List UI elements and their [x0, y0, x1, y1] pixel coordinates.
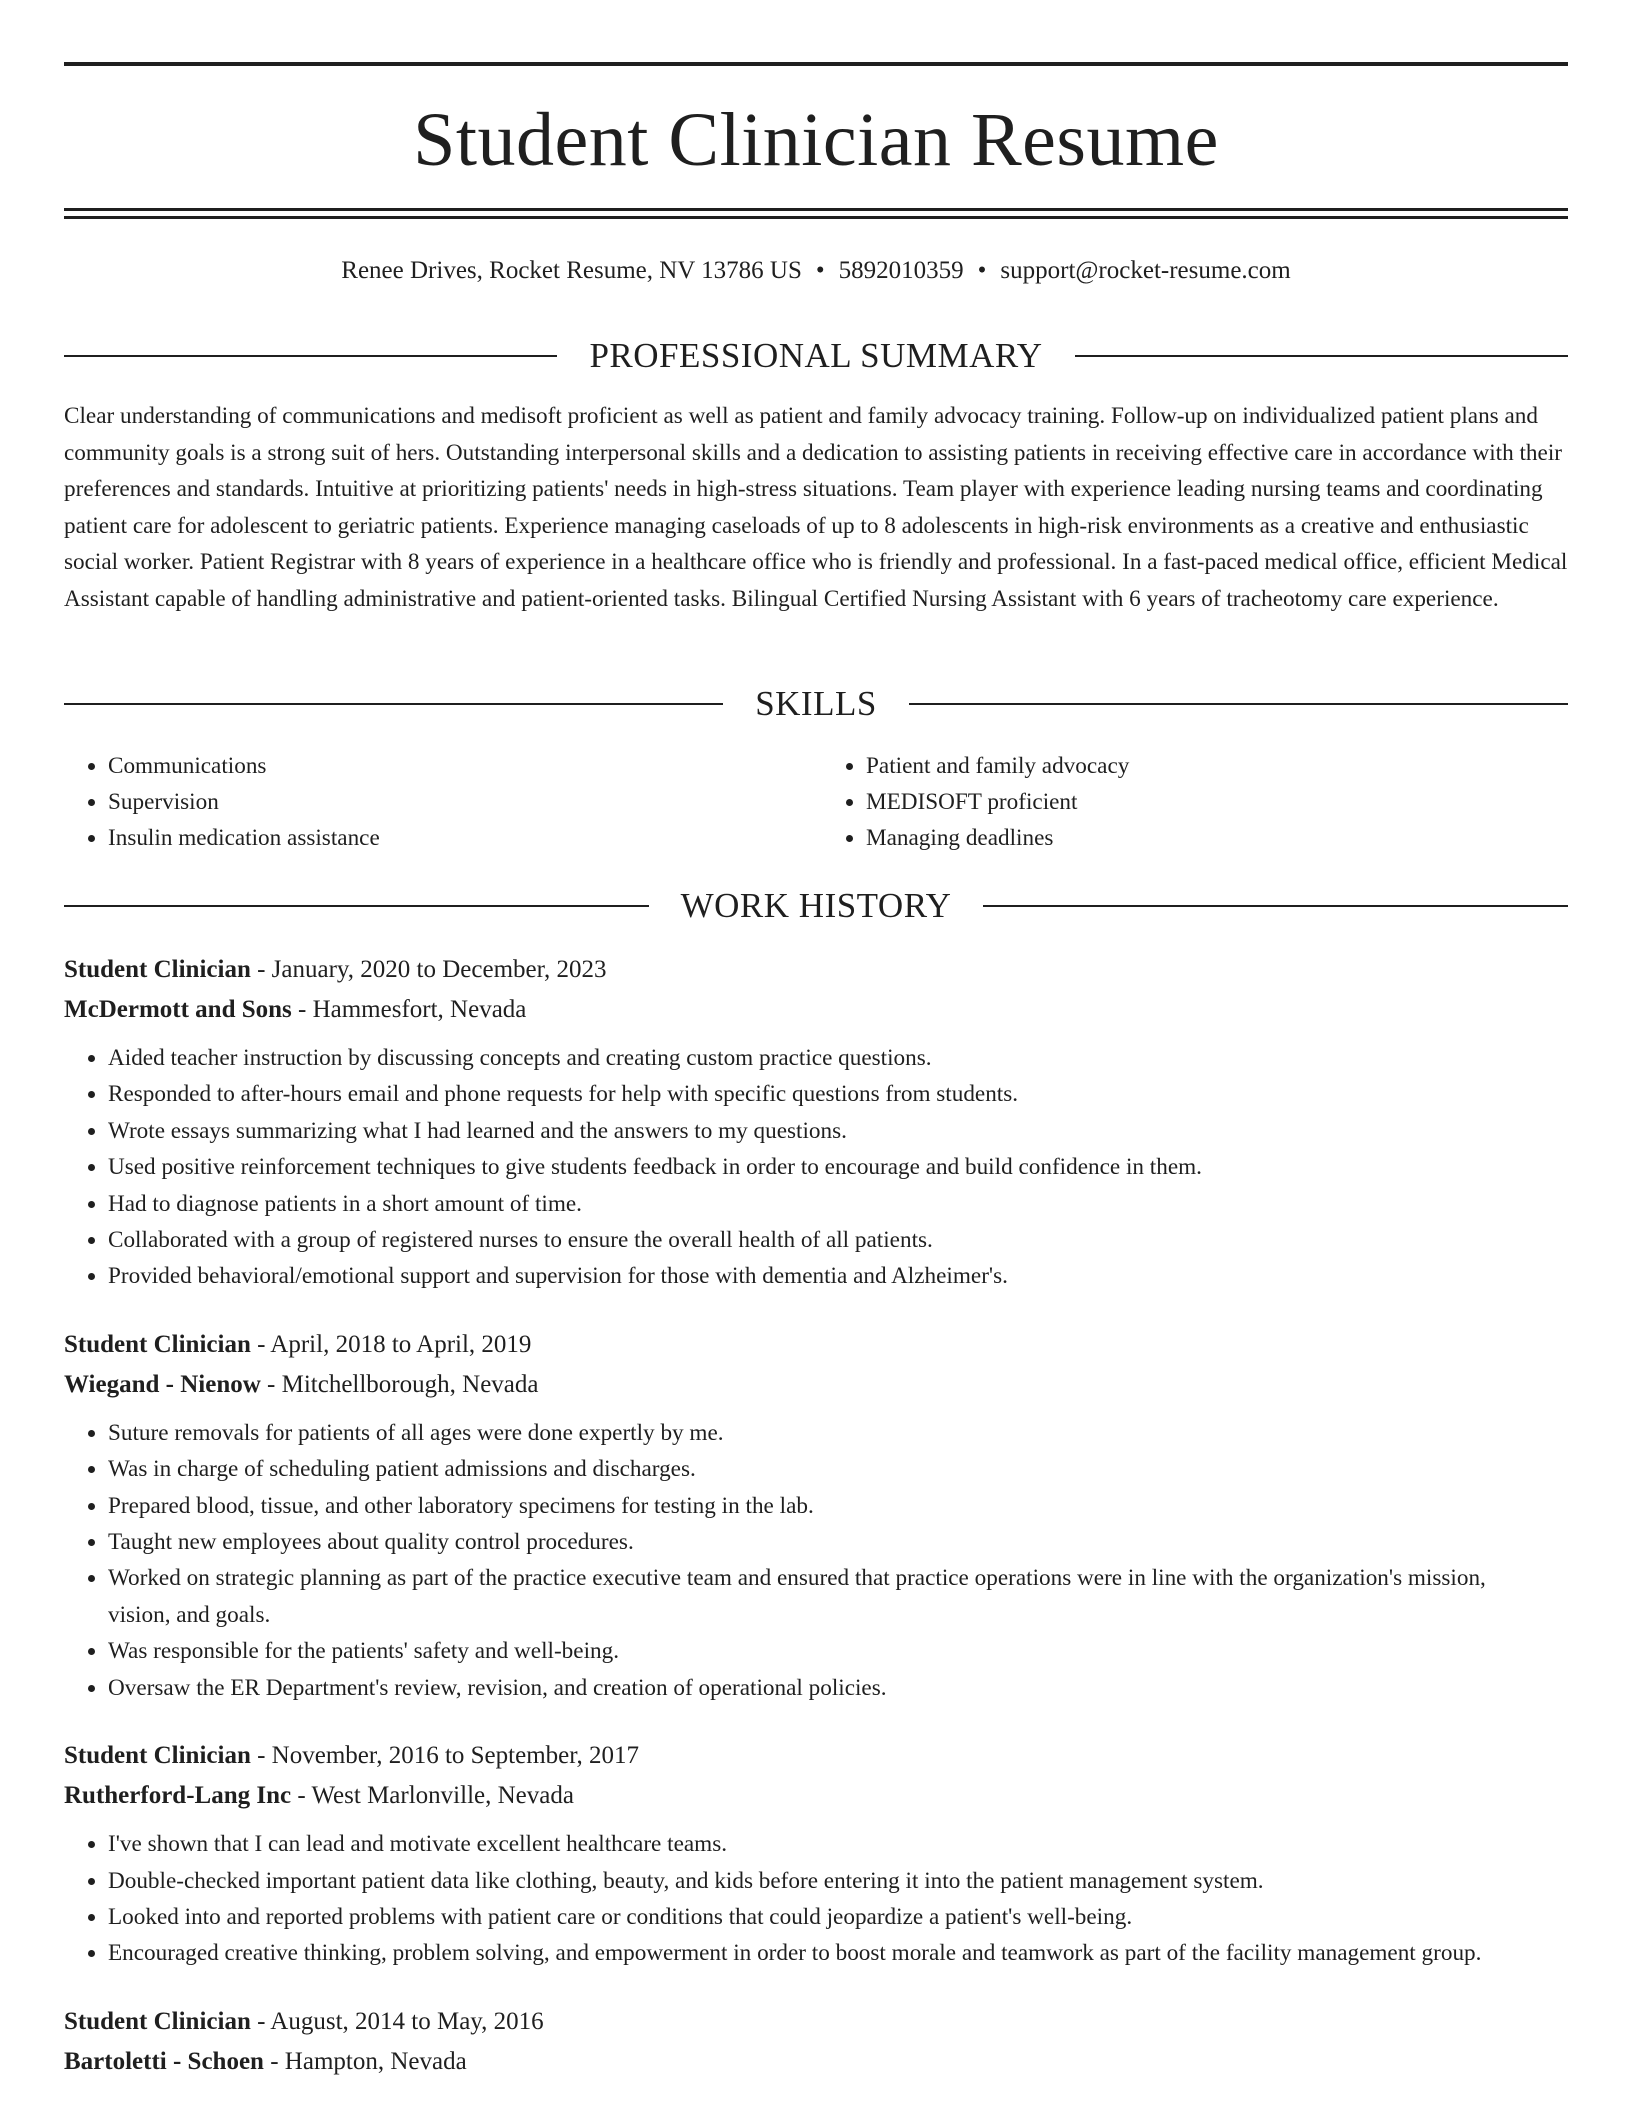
- job-bullet: • Had to diagnose patients in a short amount of time.: [108, 1186, 1568, 1222]
- job-bullet: • Responded to after-hours email and phone requests for help with specific questions from students.: [108, 1076, 1568, 1112]
- job-bullet: • Was in charge of scheduling patient admissions and discharges.: [108, 1451, 1568, 1487]
- job-title: Student Clinician: [64, 2007, 251, 2035]
- job-bullet: • Prepared blood, tissue, and other laboratory specimens for testing in the lab.: [108, 1488, 1568, 1524]
- section-rule-left: [64, 355, 557, 357]
- job-bullets: [64, 1040, 1568, 1295]
- job-title-line: [64, 1325, 1568, 1365]
- job-bullet: • Was responsible for the patients' safety and well-being.: [108, 1633, 1568, 1669]
- skill-item: • Supervision: [108, 784, 806, 820]
- job-title-line: [64, 2002, 1568, 2042]
- title-rule-upper: [64, 208, 1568, 211]
- job-title: Student Clinician: [64, 1330, 251, 1358]
- job-entry: [64, 950, 1568, 1295]
- resume-title: Student Clinician Resume: [413, 98, 1219, 182]
- job-bullet: • Taught new employees about quality control procedures.: [108, 1524, 1568, 1560]
- job-dates: - April, 2018 to April, 2019: [250, 1330, 532, 1358]
- contact-email: support@rocket-resume.com: [1000, 257, 1291, 284]
- section-header-summary: [64, 334, 1568, 378]
- skills-column-right: [806, 748, 1564, 856]
- contact-separator: •: [815, 257, 825, 284]
- section-rule-right: [1075, 355, 1568, 357]
- section-header-skills: [64, 682, 1568, 726]
- job-company: Bartoletti - Schoen: [64, 2047, 264, 2075]
- section-rule-left: [64, 905, 649, 907]
- job-bullet: • Provided behavioral/emotional support and supervision for those with dementia and Alzheimer's.: [108, 1258, 1568, 1294]
- job-bullet: • Used positive reinforcement techniques to give students feedback in order to encourage and build confidence in them.: [108, 1149, 1568, 1185]
- job-title-line: [64, 1736, 1568, 1776]
- skills-list: [64, 748, 1568, 856]
- section-rule-right: [983, 905, 1568, 907]
- section-header-work-history: [64, 884, 1568, 928]
- job-bullet: • Collaborated with a group of registered nurses to ensure the overall health of all patients.: [108, 1222, 1568, 1258]
- section-title-summary: PROFESSIONAL SUMMARY: [589, 336, 1043, 375]
- job-bullet: • I've shown that I can lead and motivate excellent healthcare teams.: [108, 1826, 1568, 1862]
- job-dates: - August, 2014 to May, 2016: [250, 2007, 544, 2035]
- skill-item: • Insulin medication assistance: [108, 820, 806, 856]
- job-bullet: • Double-checked important patient data like clothing, beauty, and kids before entering it into the patient management system.: [108, 1863, 1568, 1899]
- job-title-line: [64, 950, 1568, 990]
- job-entry: [64, 1325, 1568, 1706]
- job-bullet: • Worked on strategic planning as part of the practice executive team and ensured that practice operations were in line with the organization's mission, vision, and goals.: [108, 1560, 1568, 1633]
- job-company: Rutherford-Lang Inc: [64, 1782, 292, 1810]
- job-location: - West Marlonville, Nevada: [291, 1782, 574, 1810]
- skill-item: • Patient and family advocacy: [866, 748, 1564, 784]
- job-location: - Hammesfort, Nevada: [291, 996, 527, 1023]
- professional-summary-text: Clear understanding of communications and medisoft proficient as well as patient and family advocacy training. Follow-up on individualized patient plans and community goals is a strong suit of hers. Outstanding interpersonal skills and a dedication to assisting patients in receiving effective care in accordance with their preferences and standards. Intuitive at prioritizing patients' needs in high-stress situations. Team player with experience leading nursing teams and coordinating patient care for adolescent to geriatric patients. Experience managing caseloads of up to 8 adolescents in high-risk environments as a creative and enthusiastic social worker. Patient Registrar with 8 years of experience in a healthcare office who is friendly and professional. In a fast-paced medical office, efficient Medical Assistant capable of handling administrative and patient-oriented tasks. Bilingual Certified Nursing Assistant with 6 years of tracheotomy care experience.: [64, 403, 1568, 612]
- skill-item: • Communications: [108, 748, 806, 784]
- section-title-work-history: WORK HISTORY: [680, 886, 952, 925]
- job-company-line: [64, 2042, 1568, 2082]
- job-bullet: • Encouraged creative thinking, problem solving, and empowerment in order to boost morale and teamwork as part of the facility management group.: [108, 1935, 1568, 1971]
- job-company-line: [64, 1365, 1568, 1405]
- job-dates: - January, 2020 to December, 2023: [250, 956, 607, 983]
- job-company: Wiegand - Nienow: [64, 1370, 261, 1398]
- job-bullets: [64, 1826, 1568, 1972]
- work-history-list: [64, 950, 1568, 2112]
- contact-phone: 5892010359: [838, 257, 964, 284]
- job-entry: [64, 2002, 1568, 2082]
- job-bullet: • Looked into and reported problems with patient care or conditions that could jeopardize a patient's well-being.: [108, 1899, 1568, 1935]
- title-rule-lower: [64, 216, 1568, 219]
- job-company-line: [64, 990, 1568, 1030]
- job-dates: - November, 2016 to September, 2017: [250, 1742, 640, 1770]
- contact-address: Renee Drives, Rocket Resume, NV 13786 US: [341, 257, 802, 284]
- section-title-skills: SKILLS: [755, 684, 877, 723]
- skills-column-left: [64, 748, 806, 856]
- contact-line: [64, 254, 1568, 288]
- job-bullet: • Wrote essays summarizing what I had learned and the answers to my questions.: [108, 1113, 1568, 1149]
- skill-item: • MEDISOFT proficient: [866, 784, 1564, 820]
- job-company: McDermott and Sons: [64, 996, 292, 1023]
- job-location: - Mitchellborough, Nevada: [260, 1370, 539, 1398]
- job-title: Student Clinician: [64, 956, 251, 983]
- job-bullet: • Aided teacher instruction by discussing concepts and creating custom practice questions.: [108, 1040, 1568, 1076]
- job-location: - Hampton, Nevada: [263, 2047, 467, 2075]
- job-bullet: • Suture removals for patients of all ages were done expertly by me.: [108, 1415, 1568, 1451]
- job-bullet: • Oversaw the ER Department's review, revision, and creation of operational policies.: [108, 1670, 1568, 1706]
- job-title: Student Clinician: [64, 1742, 251, 1770]
- job-bullets: [64, 1415, 1568, 1706]
- contact-separator: •: [977, 257, 987, 284]
- job-entry: [64, 1736, 1568, 1972]
- section-rule-left: [64, 703, 723, 705]
- top-rule: [64, 62, 1568, 66]
- job-company-line: [64, 1776, 1568, 1816]
- section-rule-right: [909, 703, 1568, 705]
- skill-item: • Managing deadlines: [866, 820, 1564, 856]
